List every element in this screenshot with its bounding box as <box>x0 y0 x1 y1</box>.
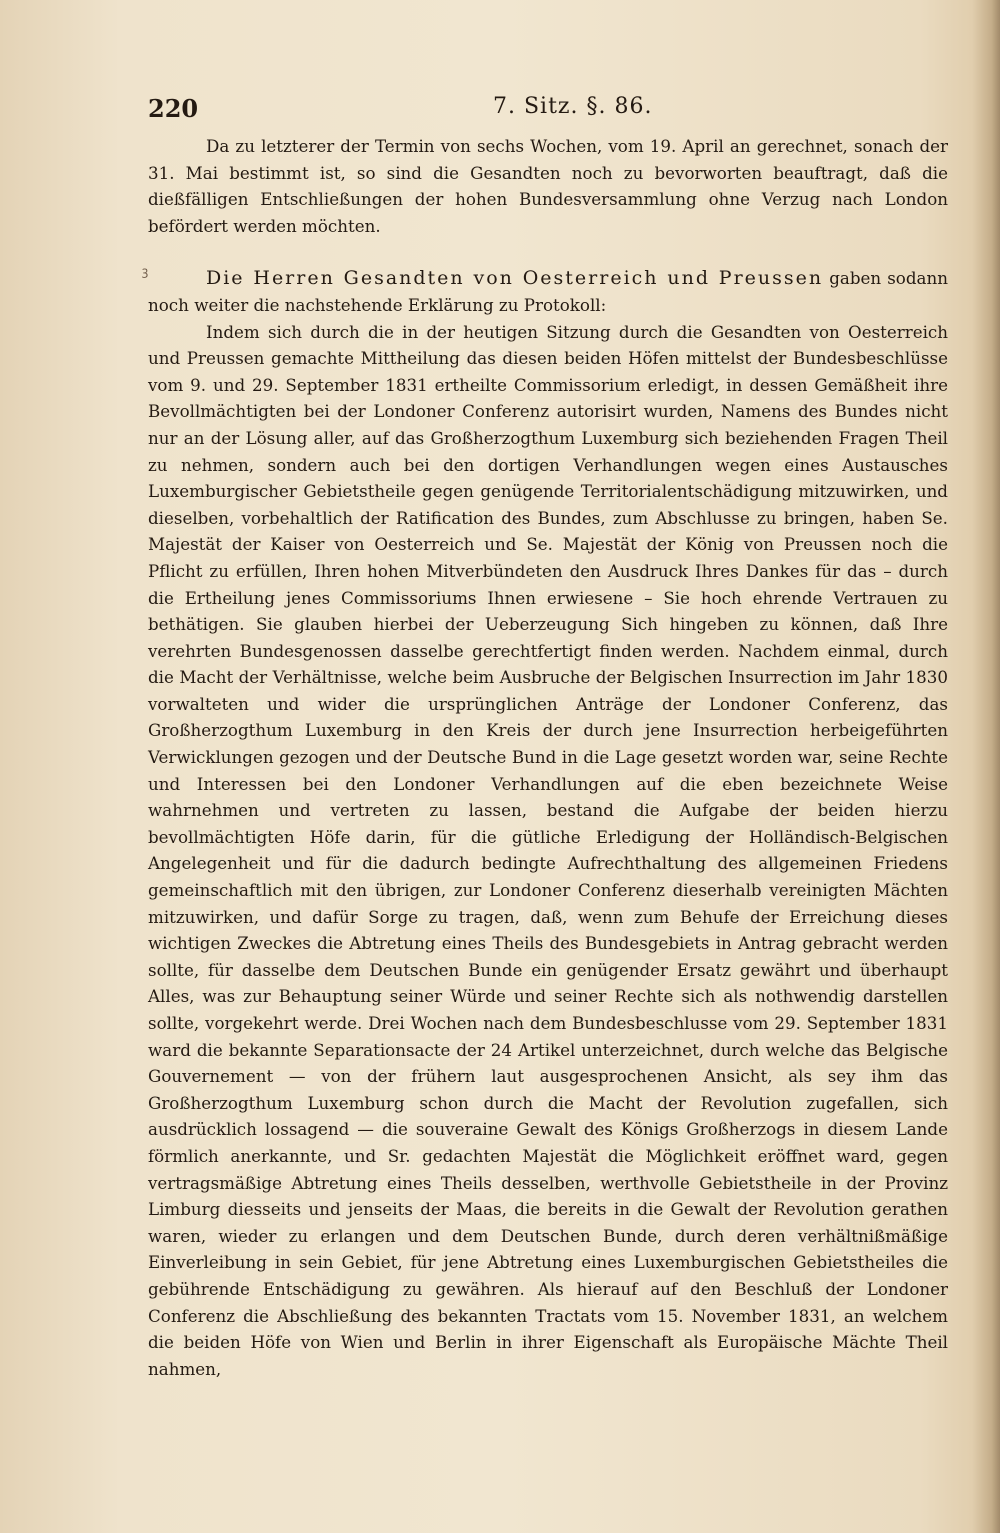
margin-mark: ꝫ <box>142 264 149 278</box>
page-number: 220 <box>148 94 199 123</box>
running-head: 7. Sitz. §. 86. <box>493 94 653 119</box>
paragraph-3: Indem sich durch die in der heutigen Sitzung durch die Gesandten von Oesterreich und Preussen gemachte Mittheilung das diesen beiden Höfen mittelst der Bundesbeschlüsse vom 9. und 29. September 1831 ertheilte Commissorium erledigt, in dessen Gemäßheit ihre Bevollmächtigten bei der Londoner Conferenz autorisirt wurden, Namens des Bundes nicht nur an der Lösung aller, auf das Großherzogthum Luxemburg sich beziehenden Fragen Theil zu nehmen, sondern auch bei den dortigen Verhandlungen wegen eines Austausches Luxemburgischer Gebietstheile gegen genügende Territorialentschädigung mitzuwirken, und dieselben, vorbehaltlich der Ratification des Bundes, zum Abschlusse zu bringen, haben Se. Majestät der Kaiser von Oesterreich und Se. Majestät der König von Preussen noch die Pflicht zu erfüllen, Ihren hohen Mitverbündeten den Ausdruck Ihres Dankes für das – durch die Ertheilung jenes Commissoriums Ihnen erwiesene – Sie hoch ehrende Vertrauen zu bethätigen. Sie glauben hierbei der Ueberzeugung Sich hingeben zu können, daß Ihre verehrten Bundesgenossen dasselbe gerechtfertigt finden werden. Nachdem einmal, durch die Macht der Verhältnisse, welche beim Ausbruche der Belgischen Insurrection im Jahr 1830 vorwalteten und wider die ursprünglichen Anträge der Londoner Conferenz, das Großherzogthum Luxemburg in den Kreis der durch jene Insurrection herbeigeführten Verwicklungen gezogen und der Deutsche Bund in die Lage gesetzt worden war, seine Rechte und Interessen bei den Londoner Verhandlungen auf die eben bezeichnete Weise wahrnehmen und vertreten zu lassen, bestand die Aufgabe der beiden hierzu bevollmächtigten Höfe darin, für die gütliche Erledigung der Holländisch-Belgischen Angelegenheit und für die dadurch bedingte Aufrechthaltung des allgemeinen Friedens gemeinschaftlich mit den übrigen, zur Londoner Conferenz dieserhalb vereinigten Mächten mitzuwirken, und dafür Sorge zu tragen, daß, wenn zum Behufe der Erreichung dieses wichtigen Zweckes die Abtretung eines Theils des Bundesgebiets in Antrag gebracht werden sollte, für dasselbe dem Deutschen Bunde ein genügender Ersatz gewährt und überhaupt Alles, was zur Behauptung seiner Würde und seiner Rechte sich als nothwendig darstellen sollte, vorgekehrt werde. Drei Wochen nach dem Bundesbeschlusse vom 29. September 1831 ward die bekannte Separationsacte der 24 Artikel unterzeichnet, durch welche das Belgische Gouvernement — von der frühern laut ausgesprochenen Ansicht, als sey ihm das Großherzogthum Luxemburg schon durch die Macht der Revolution zugefallen, sich ausdrücklich lossagend — die souveraine Gewalt des Königs Großherzogs in diesem Lande förmlich anerkannte, und Sr. gedachten Majestät die Möglichkeit eröffnet ward, gegen vertragsmäßige Abtretung eines Theils desselben, werthvolle Gebietstheile in der Provinz Limburg diesseits und jenseits der Maas, die bereits in die Gewalt der Revolution gerathen waren, wieder zu erlangen und dem Deutschen Bunde, durch deren verhältnißmäßige Einverleibung in sein Gebiet, für jene Abtretung eines Luxemburgischen Gebietstheiles die gebührende Entschädigung zu gewähren. Als hierauf auf den Beschluß der Londoner Conferenz die Abschließung des bekannten Tractats vom 15. November 1831, an welchem die beiden Höfe von Wien und Berlin in ihrer Eigenschaft als Europäische Mächte Theil nahmen, <box>148 321 948 1379</box>
body-text <box>148 133 948 1382</box>
page-edge-shadow <box>972 0 1000 1533</box>
paragraph-gap <box>148 239 948 265</box>
paragraph-1: Da zu letzterer der Termin von sechs Wochen, vom 19. April an gerechnet, sonach der 31. Mai bestimmt ist, so sind die Gesandten noch zu bevorworten beauftragt, daß die dießfälligen Entschließungen der hohen Bundesversammlung ohne Verzug nach London befördert werden möchten. <box>148 136 948 236</box>
paragraph-2-spaced: Die Herren Gesandten von Oesterreich und Preussen <box>206 267 824 290</box>
paragraph-2 <box>148 265 948 318</box>
paragraph-2-rest: gaben sodann noch weiter die nachstehende Erklärung zu Protokoll: <box>148 268 948 315</box>
page-header <box>148 94 948 130</box>
